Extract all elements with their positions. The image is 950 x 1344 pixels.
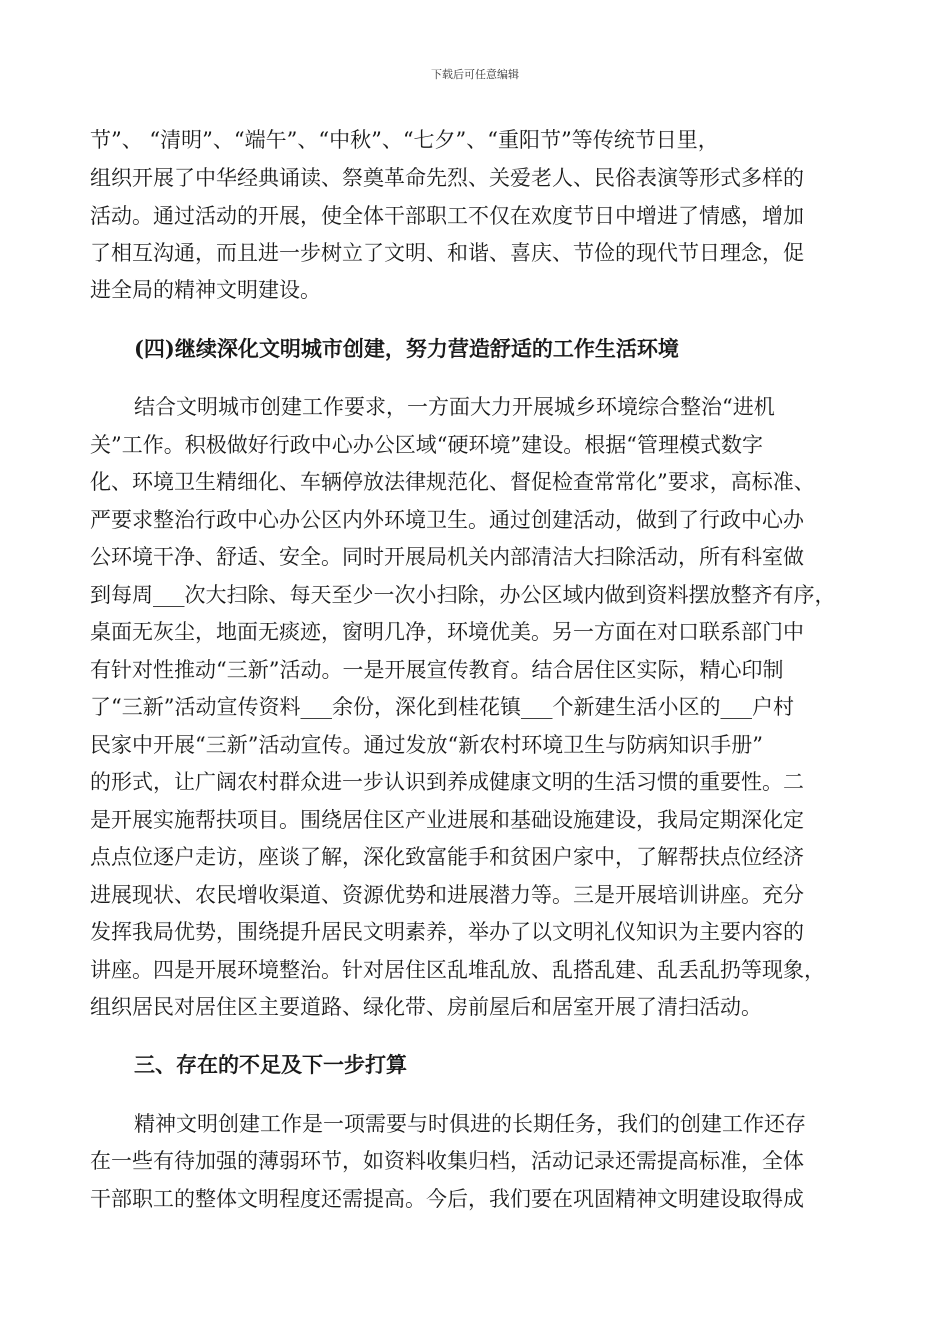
body-line: 公环境干净、舒适、安全。同时开展局机关内部清洁大扫除活动，所有科室做 [90,545,804,569]
body-line: 在一些有待加强的薄弱环节，如资料收集归档，活动记录还需提高标准，全体 [90,1149,804,1173]
section-heading-3: 三、存在的不足及下一步打算 [134,1052,407,1077]
header-note: 下载后可任意编辑 [431,68,519,81]
body-line: 有针对性推动“三新”活动。一是开展宣传教育。结合居住区实际，精心印制 [90,658,784,682]
body-line: 进全局的精神文明建设。 [90,278,321,302]
section-heading-4: (四)继续深化文明城市创建，努力营造舒适的工作生活环境 [134,336,679,361]
body-line: 干部职工的整体文明程度还需提高。今后，我们要在巩固精神文明建设取得成 [90,1187,804,1211]
body-line: 的形式，让广阔农村群众进一步认识到养成健康文明的生活习惯的重要性。二 [90,770,804,794]
body-line: 节”、 “清明”、“端午”、“中秋”、“七夕”、“重阳节”等传统节日里， [90,128,719,152]
body-line: 到每周___次大扫除、每天至少一次小扫除，办公区域内做到资料摆放整齐有序， [90,583,836,607]
body-line: 桌面无灰尘，地面无痰迹，窗明几净，环境优美。另一方面在对口联系部门中 [90,620,804,644]
body-line: 讲座。四是开展环境整治。针对居住区乱堆乱放、乱搭乱建、乱丢乱扔等现象， [90,958,825,982]
body-line: 结合文明城市创建工作要求，一方面大力开展城乡环境综合整治“进机 [134,395,775,419]
body-line: 组织居民对居住区主要道路、绿化带、房前屋后和居室开展了清扫活动。 [90,995,762,1019]
body-line: 了“三新”活动宣传资料___余份，深化到桂花镇___个新建生活小区的___户村 [90,695,794,719]
body-line: 民家中开展“三新”活动宣传。通过发放“新农村环境卫生与防病知识手册” [90,733,763,757]
body-line: 严要求整治行政中心办公区内外环境卫生。通过创建活动，做到了行政中心办 [90,508,804,532]
body-line: 进展现状、农民增收渠道、资源优势和进展潜力等。三是开展培训讲座。充分 [90,883,804,907]
body-line: 点点位逐户走访，座谈了解，深化致富能手和贫困户家中，了解帮扶点位经济 [90,845,804,869]
body-line: 关”工作。积极做好行政中心办公区域“硬环境”建设。根据“管理模式数字 [90,433,763,457]
body-line: 了相互沟通，而且进一步树立了文明、和谐、喜庆、节俭的现代节日理念，促 [90,241,804,265]
body-line: 精神文明创建工作是一项需要与时俱进的长期任务，我们的创建工作还存 [134,1112,806,1136]
body-line: 化、环境卫生精细化、车辆停放法律规范化、督促检查常常化”要求，高标准、 [90,470,815,494]
body-line: 发挥我局优势，围绕提升居民文明素养，举办了以文明礼仪知识为主要内容的 [90,920,804,944]
body-line: 组织开展了中华经典诵读、祭奠革命先烈、关爱老人、民俗表演等形式多样的 [90,166,804,190]
body-line: 是开展实施帮扶项目。围绕居住区产业进展和基础设施建设，我局定期深化定 [90,808,804,832]
body-line: 活动。通过活动的开展，使全体干部职工不仅在欢度节日中增进了情感，增加 [90,204,804,228]
